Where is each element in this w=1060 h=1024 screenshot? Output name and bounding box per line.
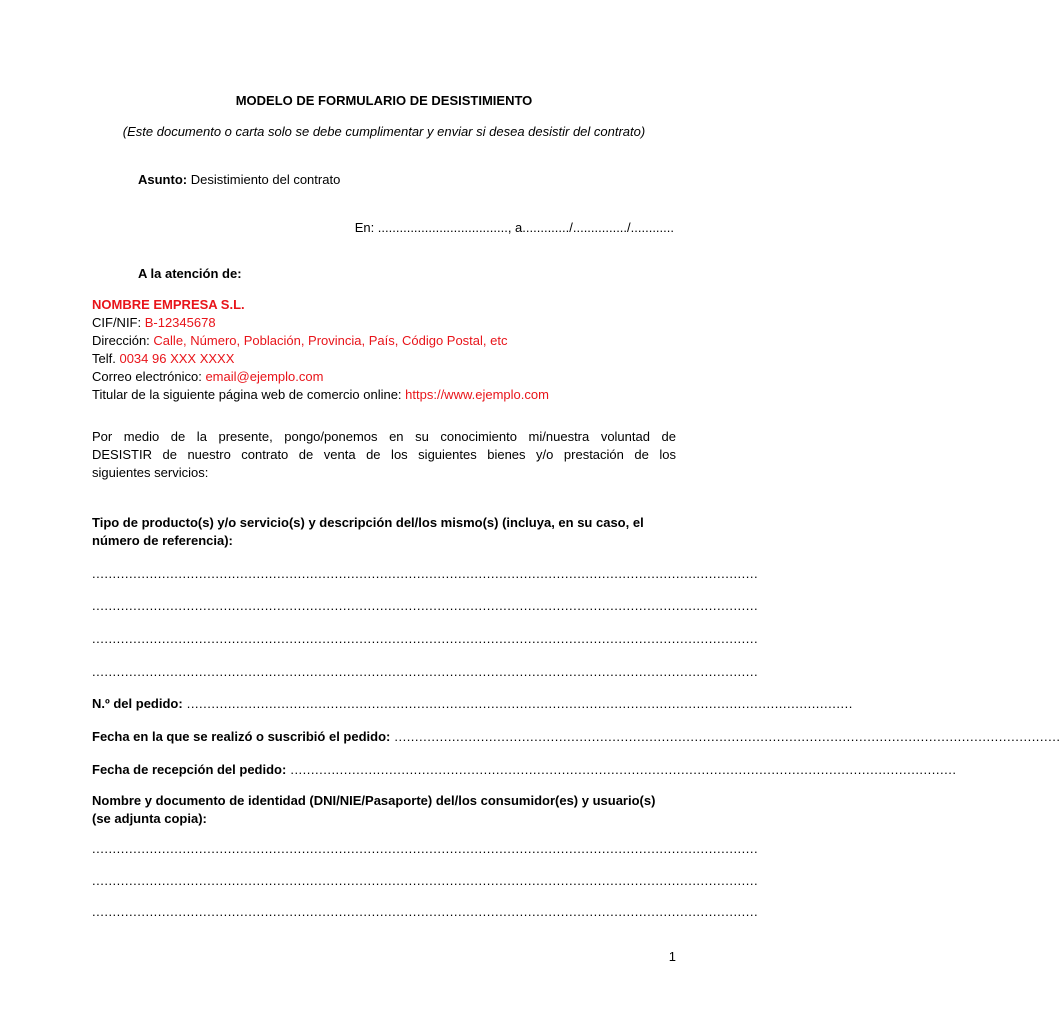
company-name: NOMBRE EMPRESA S.L. xyxy=(92,297,245,312)
product-dotted-line-1: .................................................................................................................................................................. xyxy=(92,566,759,581)
email-label: Correo electrónico: xyxy=(92,369,206,384)
order-date-label: Fecha en la que se realizó o suscribió el pedido: xyxy=(92,729,391,744)
company-phone xyxy=(92,350,549,368)
paragraph-line: siguientes servicios: xyxy=(92,465,209,480)
company-cif xyxy=(92,314,549,332)
place-date-line: En: ...................................., a............./.............../............ xyxy=(354,220,674,235)
company-website xyxy=(92,386,549,404)
reception-date-dots: .................................................................................................................................................................. xyxy=(290,762,957,777)
consumer-dotted-line-3: .................................................................................................................................................................. xyxy=(92,904,759,919)
address-label: Dirección: xyxy=(92,333,154,348)
order-number-field xyxy=(92,695,853,713)
product-label: Tipo de producto(s) y/o servicio(s) y descripción del/los mismo(s) (incluya, en su caso, el número de referencia): xyxy=(92,515,644,548)
order-number-dots: .................................................................................................................................................................. xyxy=(186,696,853,711)
consumer-dotted-line-2: .................................................................................................................................................................. xyxy=(92,873,759,888)
reception-date-label: Fecha de recepción del pedido: xyxy=(92,762,287,777)
address-value: Calle, Número, Población, Provincia, País, Código Postal, etc xyxy=(153,333,508,348)
cif-label: CIF/NIF: xyxy=(92,315,145,330)
product-dotted-line-3: .................................................................................................................................................................. xyxy=(92,631,759,646)
company-address xyxy=(92,332,549,350)
asunto-label: Asunto: xyxy=(138,172,188,187)
email-value: email@ejemplo.com xyxy=(205,369,324,384)
website-label: Titular de la siguiente página web de comercio online: xyxy=(92,387,406,402)
product-dotted-line-4: .................................................................................................................................................................. xyxy=(92,664,759,679)
product-dotted-line-2: .................................................................................................................................................................. xyxy=(92,598,759,613)
asunto-value: Desistimiento del contrato xyxy=(190,172,341,187)
company-block xyxy=(92,296,549,404)
consumer-dotted-line-1: .................................................................................................................................................................. xyxy=(92,841,759,856)
phone-value: 0034 96 XXX XXXX xyxy=(119,351,235,366)
withdrawal-paragraph xyxy=(92,428,676,482)
page-number: 1 xyxy=(668,949,676,964)
paragraph-line: DESISTIR de nuestro contrato de venta de los siguientes bienes y/o prestación de los xyxy=(92,447,676,462)
order-number-label: N.º del pedido: xyxy=(92,696,183,711)
cif-value: B-12345678 xyxy=(144,315,216,330)
website-value: https://www.ejemplo.com xyxy=(405,387,549,402)
document-subtitle: (Este documento o carta solo se debe cumplimentar y enviar si desea desistir del contrato) xyxy=(122,124,646,139)
paragraph-line: Por medio de la presente, pongo/ponemos en su conocimiento mi/nuestra voluntad de xyxy=(92,429,676,444)
order-date-dots: .................................................................................................................................................................. xyxy=(394,729,1060,744)
phone-label: Telf. xyxy=(92,351,120,366)
document-title: MODELO DE FORMULARIO DE DESISTIMIENTO xyxy=(235,93,533,108)
company-email xyxy=(92,368,549,386)
consumer-name-label: Nombre y documento de identidad (DNI/NIE/Pasaporte) del/los consumidor(es) y usuario(s) (se adjunta copia): xyxy=(92,793,656,826)
asunto-line xyxy=(138,171,340,189)
attention-label: A la atención de: xyxy=(138,266,242,281)
order-date-field xyxy=(92,728,1060,746)
reception-date-field xyxy=(92,761,957,779)
